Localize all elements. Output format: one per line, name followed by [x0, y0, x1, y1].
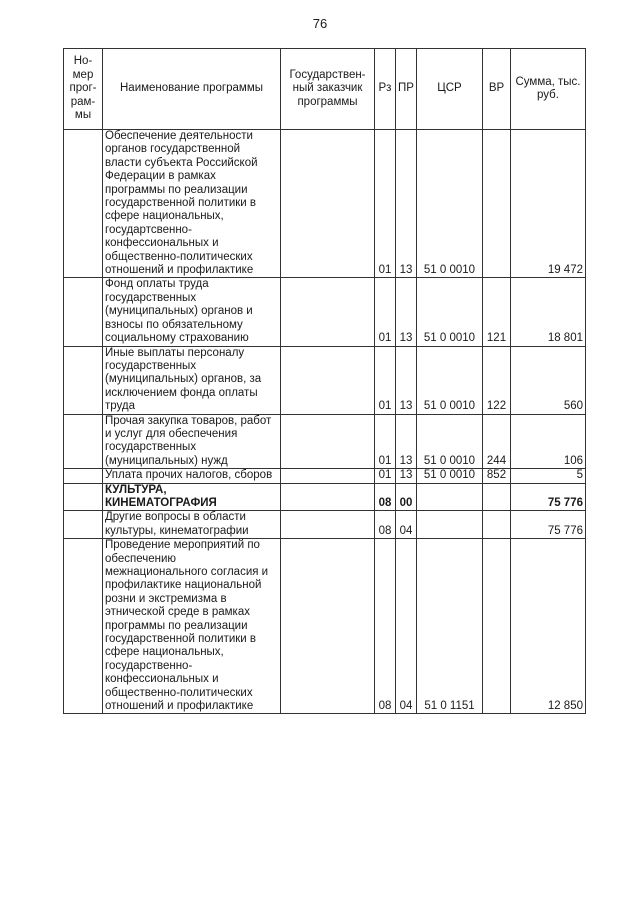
cell-rz: 01: [375, 346, 396, 414]
cell-csr: 51 0 0010: [417, 414, 483, 469]
cell-sum: 75 776: [511, 483, 586, 511]
cell-pr: 13: [396, 130, 417, 278]
header-pr: ПР: [396, 49, 417, 130]
cell-customer: [281, 511, 375, 539]
cell-csr: 51 0 0010: [417, 346, 483, 414]
cell-pr: 04: [396, 539, 417, 714]
cell-sum: 560: [511, 346, 586, 414]
header-program-name: Наименование программы: [103, 49, 281, 130]
table-row: [64, 539, 586, 714]
cell-csr: 51 0 0010: [417, 469, 483, 483]
cell-name: Фонд оплаты труда государственных (муниципальных) органов и взносы по обязательному социальному страхованию: [103, 278, 281, 346]
cell-vr: [483, 511, 511, 539]
cell-number: [64, 346, 103, 414]
budget-table: [63, 48, 586, 714]
cell-number: [64, 539, 103, 714]
header-rz: Рз: [375, 49, 396, 130]
cell-sum: 18 801: [511, 278, 586, 346]
cell-vr: [483, 130, 511, 278]
page-number: 76: [312, 16, 328, 31]
cell-vr: 122: [483, 346, 511, 414]
cell-csr: [417, 483, 483, 511]
cell-vr: [483, 539, 511, 714]
header-vr: ВР: [483, 49, 511, 130]
header-state-customer: Государствен-ный заказчик программы: [281, 49, 375, 130]
cell-rz: 08: [375, 483, 396, 511]
header-csr: ЦСР: [417, 49, 483, 130]
cell-vr: 852: [483, 469, 511, 483]
cell-customer: [281, 414, 375, 469]
cell-vr: 121: [483, 278, 511, 346]
cell-vr: 244: [483, 414, 511, 469]
cell-rz: 01: [375, 278, 396, 346]
cell-csr: 51 0 0010: [417, 278, 483, 346]
header-program-number: Но-мер прог-рам-мы: [64, 49, 103, 130]
cell-name: Другие вопросы в области культуры, кинематографии: [103, 511, 281, 539]
cell-csr: 51 0 1151: [417, 539, 483, 714]
cell-customer: [281, 539, 375, 714]
table-row: [64, 278, 586, 346]
cell-name: Уплата прочих налогов, сборов: [103, 469, 281, 483]
cell-customer: [281, 346, 375, 414]
cell-rz: 01: [375, 469, 396, 483]
cell-number: [64, 130, 103, 278]
cell-rz: 08: [375, 539, 396, 714]
cell-rz: 08: [375, 511, 396, 539]
cell-number: [64, 414, 103, 469]
cell-name: Прочая закупка товаров, работ и услуг для обеспечения государственных (муниципальных) нужд: [103, 414, 281, 469]
cell-customer: [281, 469, 375, 483]
header-row: [64, 49, 586, 130]
cell-number: [64, 483, 103, 511]
cell-pr: 13: [396, 469, 417, 483]
cell-vr: [483, 483, 511, 511]
cell-customer: [281, 130, 375, 278]
cell-name: Обеспечение деятельности органов государственной власти субъекта Российской Федерации в рамках программы по реализации государственной политики в сфере национальных, государтсвенно-конфессиональных и общественно-политических отношений и профилактике: [103, 130, 281, 278]
cell-pr: 00: [396, 483, 417, 511]
cell-name: Иные выплаты персоналу государственных (муниципальных) органов, за исключением фонда оплаты труда: [103, 346, 281, 414]
table-row: [64, 469, 586, 483]
table-row: [64, 414, 586, 469]
cell-pr: 04: [396, 511, 417, 539]
table-row: [64, 511, 586, 539]
cell-rz: 01: [375, 130, 396, 278]
table-row: [64, 346, 586, 414]
cell-number: [64, 469, 103, 483]
cell-csr: 51 0 0010: [417, 130, 483, 278]
cell-pr: 13: [396, 414, 417, 469]
cell-sum: 5: [511, 469, 586, 483]
cell-number: [64, 278, 103, 346]
cell-pr: 13: [396, 278, 417, 346]
cell-sum: 19 472: [511, 130, 586, 278]
cell-sum: 75 776: [511, 511, 586, 539]
header-sum: Сумма, тыс. руб.: [511, 49, 586, 130]
cell-sum: 12 850: [511, 539, 586, 714]
cell-number: [64, 511, 103, 539]
cell-pr: 13: [396, 346, 417, 414]
cell-rz: 01: [375, 414, 396, 469]
cell-name: Проведение мероприятий по обеспечению межнационального согласия и профилактике национальной розни и экстремизма в этнической среде в рамках программы по реализации государственной политики в сфере национальных, государственно-конфессиональных и общественно-политических отношений и профилактике: [103, 539, 281, 714]
cell-name: КУЛЬТУРА, КИНЕМАТОГРАФИЯ: [103, 483, 281, 511]
cell-csr: [417, 511, 483, 539]
table-row: [64, 130, 586, 278]
table-row: [64, 483, 586, 511]
cell-sum: 106: [511, 414, 586, 469]
cell-customer: [281, 483, 375, 511]
cell-customer: [281, 278, 375, 346]
